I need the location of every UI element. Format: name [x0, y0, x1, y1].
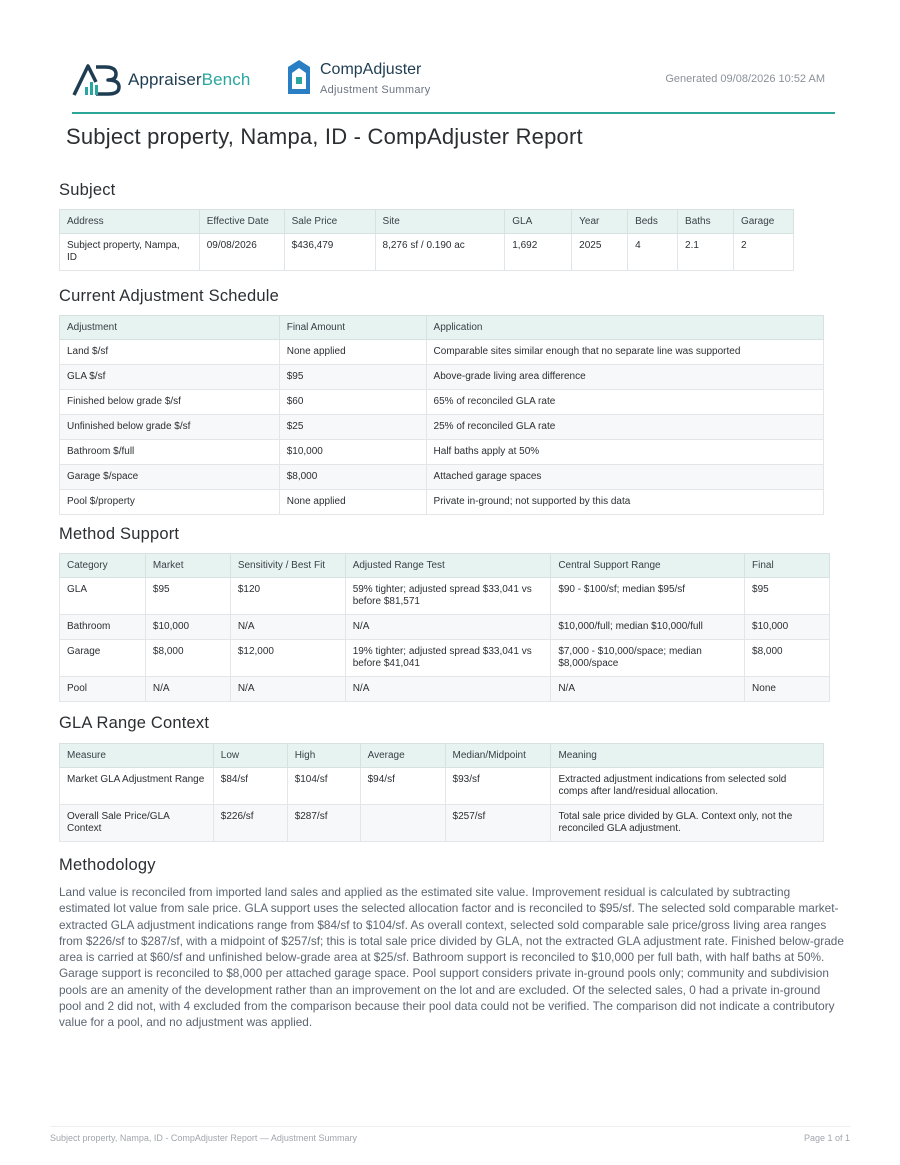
table-cell: 2.1	[678, 234, 734, 271]
table-cell: 65% of reconciled GLA rate	[426, 390, 823, 415]
table-cell: 2	[733, 234, 793, 271]
table-header-row	[60, 744, 824, 768]
table-cell: $12,000	[230, 640, 345, 677]
column-header: Central Support Range	[551, 554, 745, 578]
table-cell: $10,000	[145, 615, 230, 640]
table-cell: 8,276 sf / 0.190 ac	[375, 234, 505, 271]
table-cell: $95	[745, 578, 830, 615]
table-cell: 19% tighter; adjusted spread $33,041 vs before $41,041	[345, 640, 551, 677]
report-header	[72, 56, 835, 114]
table-cell: Bathroom $/full	[60, 440, 280, 465]
adjustment-schedule-table	[59, 315, 824, 515]
table-cell: $104/sf	[287, 768, 360, 805]
table-cell: 09/08/2026	[199, 234, 284, 271]
brand-name-part1: Appraiser	[128, 70, 202, 89]
table-cell: N/A	[345, 677, 551, 702]
table-cell: Overall Sale Price/GLA Context	[60, 805, 214, 842]
table-cell: Total sale price divided by GLA. Context only, not the reconciled GLA adjustment.	[551, 805, 824, 842]
column-header: Year	[572, 210, 628, 234]
section-title-method-support: Method Support	[59, 525, 180, 543]
table-header-row	[60, 316, 824, 340]
column-header: Beds	[628, 210, 678, 234]
product-name: CompAdjuster	[320, 61, 422, 78]
page-footer	[50, 1126, 850, 1143]
table-cell: 25% of reconciled GLA rate	[426, 415, 823, 440]
appraiserbench-logo	[72, 63, 250, 97]
table-cell: $257/sf	[445, 805, 551, 842]
table-cell: N/A	[230, 677, 345, 702]
table-cell: 4	[628, 234, 678, 271]
table-row	[60, 465, 824, 490]
section-title-gla-range: GLA Range Context	[59, 714, 210, 732]
table-cell: Garage $/space	[60, 465, 280, 490]
column-header: Median/Midpoint	[445, 744, 551, 768]
table-cell: $25	[279, 415, 426, 440]
table-cell: Pool	[60, 677, 146, 702]
table-row	[60, 677, 830, 702]
table-cell: None applied	[279, 490, 426, 515]
table-cell: $7,000 - $10,000/space; median $8,000/space	[551, 640, 745, 677]
table-cell: $8,000	[745, 640, 830, 677]
column-header: Application	[426, 316, 823, 340]
table-cell: Attached garage spaces	[426, 465, 823, 490]
table-cell: Pool $/property	[60, 490, 280, 515]
table-row	[60, 805, 824, 842]
table-cell: $120	[230, 578, 345, 615]
product-subtitle: Adjustment Summary	[320, 84, 431, 96]
table-cell: $60	[279, 390, 426, 415]
brand-name-part2: Bench	[201, 70, 251, 89]
gla-range-table	[59, 743, 824, 842]
table-row	[60, 415, 824, 440]
table-cell: Extracted adjustment indications from selected sold comps after land/residual allocation.	[551, 768, 824, 805]
table-cell: None applied	[279, 340, 426, 365]
table-row	[60, 615, 830, 640]
table-row	[60, 440, 824, 465]
generated-timestamp: Generated 09/08/2026 10:52 AM	[665, 73, 825, 85]
column-header: Final Amount	[279, 316, 426, 340]
table-row	[60, 578, 830, 615]
table-cell: N/A	[230, 615, 345, 640]
table-cell: $8,000	[279, 465, 426, 490]
table-cell: Private in-ground; not supported by this data	[426, 490, 823, 515]
column-header: Market	[145, 554, 230, 578]
table-cell: Land $/sf	[60, 340, 280, 365]
table-cell: $8,000	[145, 640, 230, 677]
subject-table	[59, 209, 794, 271]
section-title-schedule: Current Adjustment Schedule	[59, 287, 280, 305]
table-row	[60, 640, 830, 677]
table-cell: $93/sf	[445, 768, 551, 805]
table-row	[60, 390, 824, 415]
column-header: Sensitivity / Best Fit	[230, 554, 345, 578]
column-header: Baths	[678, 210, 734, 234]
section-title-methodology: Methodology	[59, 856, 156, 874]
table-cell: $226/sf	[213, 805, 287, 842]
table-row	[60, 768, 824, 805]
table-cell: $84/sf	[213, 768, 287, 805]
table-cell: Finished below grade $/sf	[60, 390, 280, 415]
column-header: Site	[375, 210, 505, 234]
table-cell: Above-grade living area difference	[426, 365, 823, 390]
column-header: GLA	[505, 210, 572, 234]
table-cell: None	[745, 677, 830, 702]
column-header: Adjustment	[60, 316, 280, 340]
footer-report-name: Subject property, Nampa, ID - CompAdjuster Report — Adjustment Summary	[50, 1133, 357, 1143]
column-header: High	[287, 744, 360, 768]
column-header: Meaning	[551, 744, 824, 768]
column-header: Effective Date	[199, 210, 284, 234]
table-header-row	[60, 210, 794, 234]
section-title-subject: Subject	[59, 181, 116, 199]
table-row	[60, 340, 824, 365]
column-header: Category	[60, 554, 146, 578]
table-cell: 59% tighter; adjusted spread $33,041 vs before $81,571	[345, 578, 551, 615]
table-cell: Comparable sites similar enough that no separate line was supported	[426, 340, 823, 365]
table-cell: $10,000	[745, 615, 830, 640]
table-cell: Garage	[60, 640, 146, 677]
table-cell: Market GLA Adjustment Range	[60, 768, 214, 805]
column-header: Measure	[60, 744, 214, 768]
table-cell: N/A	[551, 677, 745, 702]
table-row	[60, 490, 824, 515]
table-cell: N/A	[345, 615, 551, 640]
page-title: Subject property, Nampa, ID - CompAdjuster Report	[66, 124, 583, 149]
column-header: Average	[360, 744, 445, 768]
table-row	[60, 365, 824, 390]
method-support-table	[59, 553, 830, 702]
column-header: Sale Price	[284, 210, 375, 234]
methodology-paragraph: Land value is reconciled from imported land sales and applied as the estimated site value. Improvement residual is calculated by subtracting estimated lot value from sale price. GLA support uses the selected allocation factor and is reconciled to $95/sf. The selected sold comparable market-extracted GLA adjustment indications range from $84/sf to $104/sf. As overall context, selected sold comparable sale price/gross living area ranges from $226/sf to $287/sf, with a midpoint of $257/sf; this is total sale price divided by GLA, not the extracted GLA adjustment rate. Finished below-grade area is carried at $60/sf and unfinished below-grade area at $25/sf. Bathroom support is reconciled to $10,000 per full bath, with half baths at 50%. Garage support is reconciled to $8,000 per attached garage space. Pool support considers private in-ground pools only; community and subdivision pools are an amenity of the development rather than an improvement on the lot and are excluded. Of the selected sales, 0 had a private in-ground pool and 2 did not, with 4 excluded from the comparison because their pool data could not be verified. The comparison did not indicate a contributory value for a pool, and no adjustment was applied.	[59, 885, 844, 1030]
table-cell: GLA	[60, 578, 146, 615]
page-number: Page 1 of 1	[803, 1133, 850, 1143]
table-cell: $95	[145, 578, 230, 615]
column-header: Garage	[733, 210, 793, 234]
table-cell: 1,692	[505, 234, 572, 271]
house-shield-icon	[287, 59, 311, 95]
table-cell: $94/sf	[360, 768, 445, 805]
table-cell: $95	[279, 365, 426, 390]
column-header: Adjusted Range Test	[345, 554, 551, 578]
table-cell: N/A	[145, 677, 230, 702]
table-cell	[360, 805, 445, 842]
table-cell: Bathroom	[60, 615, 146, 640]
table-cell: Subject property, Nampa, ID	[60, 234, 200, 271]
compadjuster-logo	[287, 59, 431, 96]
table-cell: Half baths apply at 50%	[426, 440, 823, 465]
table-header-row	[60, 554, 830, 578]
table-row	[60, 234, 794, 271]
table-cell: $10,000	[279, 440, 426, 465]
table-cell: $287/sf	[287, 805, 360, 842]
table-cell: 2025	[572, 234, 628, 271]
table-cell: $90 - $100/sf; median $95/sf	[551, 578, 745, 615]
column-header: Low	[213, 744, 287, 768]
column-header: Address	[60, 210, 200, 234]
table-cell: GLA $/sf	[60, 365, 280, 390]
table-cell: Unfinished below grade $/sf	[60, 415, 280, 440]
ab-logo-icon	[72, 63, 124, 97]
table-cell: $436,479	[284, 234, 375, 271]
table-cell: $10,000/full; median $10,000/full	[551, 615, 745, 640]
column-header: Final	[745, 554, 830, 578]
